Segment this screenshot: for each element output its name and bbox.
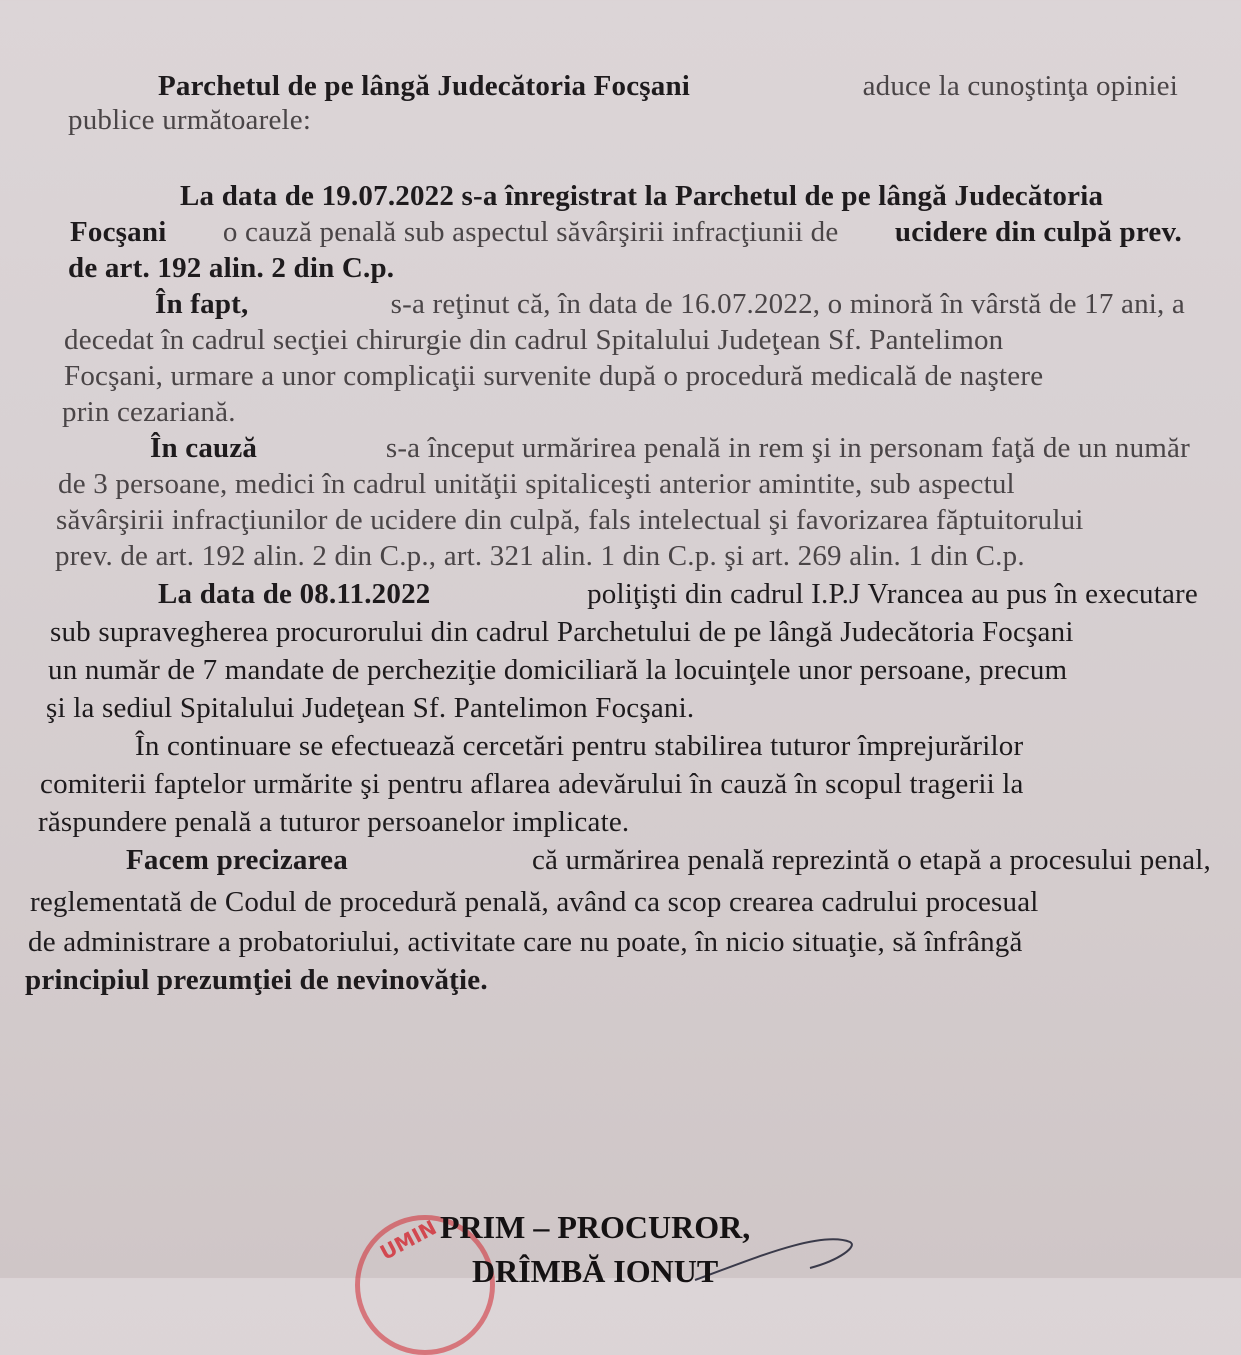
intro-line-1: [158, 68, 1178, 104]
signature-name: DRÎMBĂ IONUT: [471, 1253, 719, 1289]
para4-line-4: şi la sediul Spitalului Judeţean Sf. Pantelimon Focşani.: [46, 692, 695, 724]
para6-line-2: reglementată de Codul de procedură penală, având ca scop crearea cadrului procesual: [30, 886, 1039, 918]
para5-line-3: răspundere penală a tuturor persoanelor implicate.: [38, 806, 630, 838]
para6-lead: Facem precizarea: [126, 844, 348, 876]
para6-text: că urmărirea penală reprezintă o etapă a procesului penal,: [531, 844, 1211, 876]
para4-text: poliţişti din cadrul I.P.J Vrancea au pus în executare: [587, 578, 1198, 610]
para5-line-1: În continuare se efectuează cercetări pentru stabilirea tuturor împrejurărilor: [135, 730, 1024, 762]
para3-line-4: prev. de art. 192 alin. 2 din C.p., art. 321 alin. 1 din C.p. şi art. 269 alin. 1 din C.p.: [55, 540, 1025, 572]
signature-block: [440, 1205, 750, 1293]
para6-line-3: de administrare a probatoriului, activitate care nu poate, în nicio situaţie, să înfrângă: [28, 926, 1023, 958]
para3-lead: În cauză: [150, 432, 258, 464]
para2-line-3: Focşani, urmare a unor complicaţii survenite după o procedură medicală de naştere: [64, 360, 1044, 392]
para2-line-2: decedat în cadrul secţiei chirurgie din cadrul Spitalului Judeţean Sf. Pantelimon: [64, 324, 1004, 356]
para2-line-4: prin cezariană.: [62, 396, 236, 428]
para1-city: Focşani: [70, 216, 167, 248]
signature-title: PRIM – PROCUROR,: [440, 1209, 751, 1245]
stamp-text: UMIN: [375, 1215, 441, 1265]
para3-line-3: săvârşirii infracţiunilor de ucidere din culpă, fals intelectual şi favorizarea făptuitorului: [56, 504, 1084, 536]
para3-text: s-a început urmărirea penală in rem şi in personam faţă de un număr: [385, 432, 1190, 464]
intro-line-2: publice următoarele:: [68, 104, 312, 136]
para4-line-3: un număr de 7 mandate de percheziţie domiciliară la locuinţele unor persoane, precum: [48, 654, 1068, 686]
para6-line-1: [126, 842, 1211, 878]
para2-lead: În fapt,: [155, 288, 249, 320]
para4-lead: La data de 08.11.2022: [158, 578, 431, 610]
para1-text: o cauză penală sub aspectul săvârşirii infracţiunii de: [222, 216, 839, 248]
intro-text: aduce la cunoştinţa opiniei: [862, 70, 1178, 102]
para5-line-2: comiterii faptelor urmărite şi pentru aflarea adevărului în cauză în scopul tragerii la: [40, 768, 1024, 800]
para1-offence: ucidere din culpă prev.: [894, 216, 1182, 248]
para1-line-2: [70, 214, 1182, 250]
para1-line-3: de art. 192 alin. 2 din C.p.: [68, 252, 395, 284]
para6-line-4: principiul prezumţiei de nevinovăţie.: [25, 964, 488, 996]
para2-text: s-a reţinut că, în data de 16.07.2022, o minoră în vârstă de 17 ani, a: [390, 288, 1185, 320]
intro-institution: Parchetul de pe lângă Judecătoria Focşani: [158, 70, 691, 102]
para3-line-2: de 3 persoane, medici în cadrul unităţii spitaliceşti anterior amintite, sub aspectul: [58, 468, 1015, 500]
para3-line-1: [150, 430, 1190, 466]
para4-line-2: sub supravegherea procurorului din cadrul Parchetului de pe lângă Judecătoria Focşani: [50, 616, 1074, 648]
para1-line-1: La data de 19.07.2022 s-a înregistrat la Parchetul de pe lângă Judecătoria: [180, 180, 1104, 212]
para4-line-1: [158, 576, 1198, 612]
para2-line-1: [155, 286, 1185, 322]
